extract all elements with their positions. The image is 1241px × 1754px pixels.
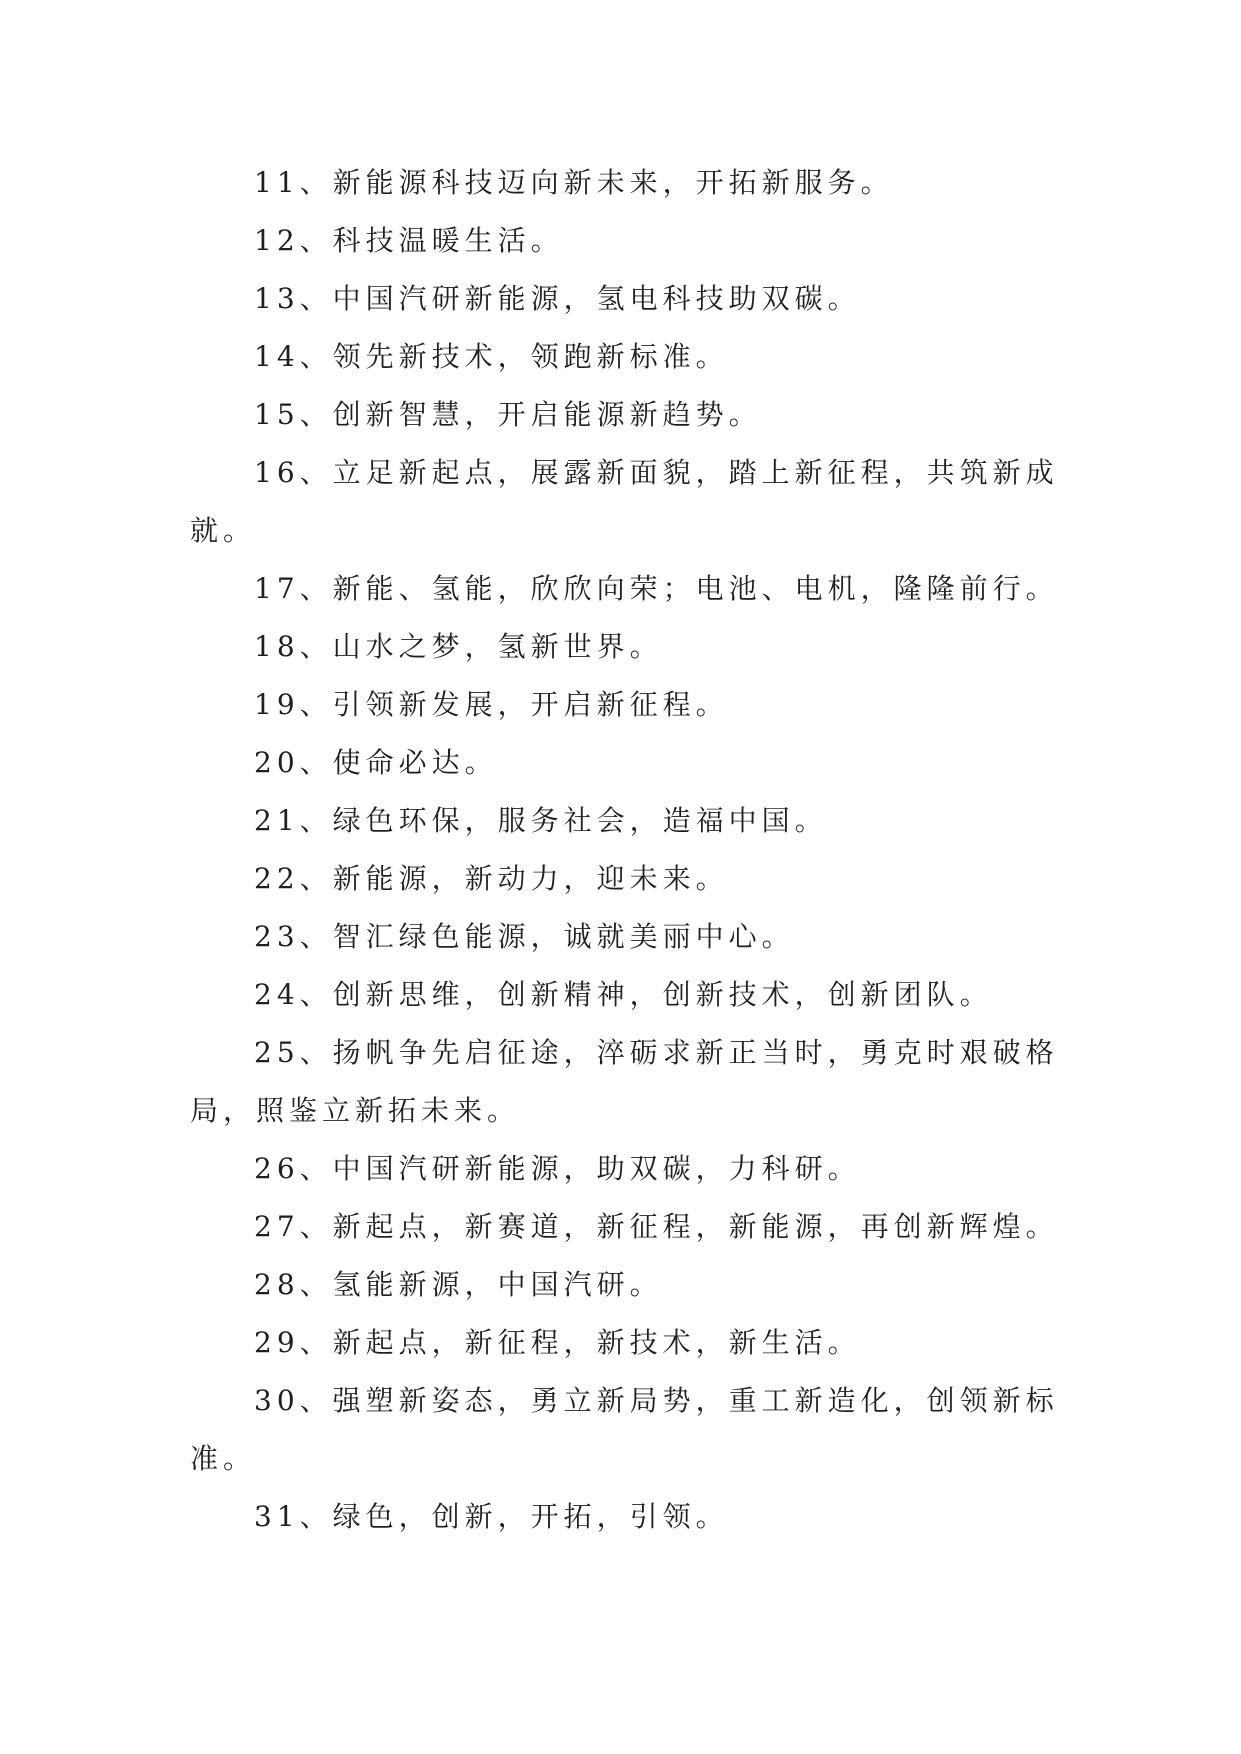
list-item: 23、智汇绿色能源，诚就美丽中心。 (254, 920, 795, 953)
list-item: 29、新起点，新征程，新技术，新生活。 (254, 1326, 861, 1359)
list-item: 19、引领新发展，开启新征程。 (254, 688, 729, 721)
list-item: 27、新起点，新赛道，新征程，新能源，再创新辉煌。 (254, 1210, 1059, 1243)
list-item: 31、绿色，创新，开拓，引领。 (254, 1500, 729, 1533)
list-item: 14、领先新技术，领跑新标准。 (254, 340, 729, 373)
list-item: 12、科技温暖生活。 (254, 224, 564, 257)
slogan-list (190, 154, 1060, 1546)
list-item: 21、绿色环保，服务社会，造福中国。 (254, 804, 828, 837)
list-item: 20、使命必达。 (254, 746, 498, 779)
list-item: 13、中国汽研新能源，氢电科技助双碳。 (254, 282, 861, 315)
list-item: 26、中国汽研新能源，助双碳，力科研。 (254, 1152, 861, 1185)
list-item: 22、新能源，新动力，迎未来。 (254, 862, 729, 895)
list-item: 28、氢能新源，中国汽研。 (254, 1268, 663, 1301)
list-item: 15、创新智慧，开启能源新趋势。 (254, 398, 762, 431)
list-item: 30、强塑新姿态，勇立新局势，重工新造化，创领新标准。 (190, 1384, 1059, 1475)
list-item: 11、新能源科技迈向新未来，开拓新服务。 (254, 166, 894, 199)
list-item: 25、扬帆争先启征途，淬砺求新正当时，勇克时艰破格局，照鉴立新拓未来。 (190, 1036, 1059, 1127)
list-item: 18、山水之梦，氢新世界。 (254, 630, 663, 663)
list-item: 17、新能、氢能，欣欣向荣；电池、电机，隆隆前行。 (254, 572, 1059, 605)
list-item: 16、立足新起点，展露新面貌，踏上新征程，共筑新成就。 (190, 456, 1059, 547)
list-item: 24、创新思维，创新精神，创新技术，创新团队。 (254, 978, 993, 1011)
